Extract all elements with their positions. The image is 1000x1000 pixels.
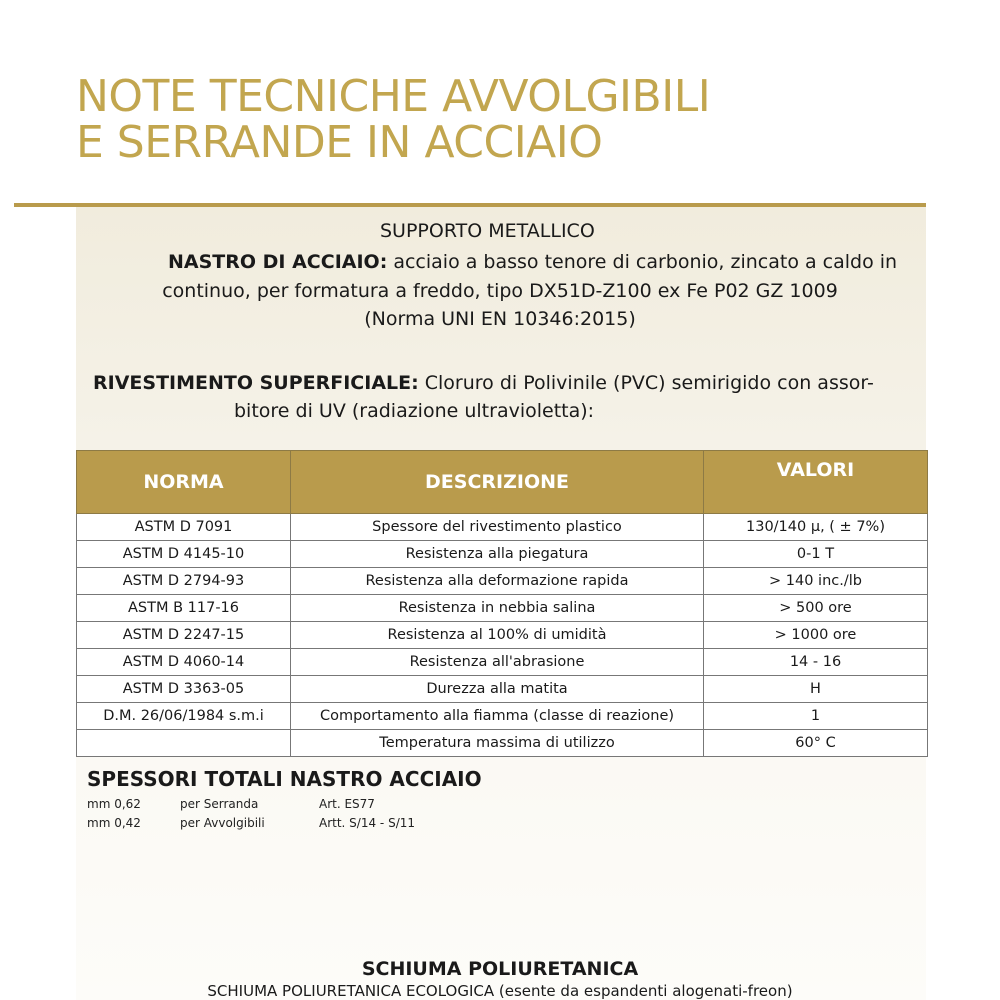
schiuma-heading: SCHIUMA POLIURETANICA (361, 958, 639, 980)
cell-descrizione: Temperatura massima di utilizzo (291, 730, 704, 757)
rivestimento-paragraph-line-1 (93, 372, 874, 394)
nastro-text-1: acciaio a basso tenore di carbonio, zincato a caldo in (387, 251, 898, 273)
cell-descrizione: Resistenza alla piegatura (291, 541, 704, 568)
nastro-paragraph-line-1 (168, 251, 897, 273)
table-row (77, 622, 928, 649)
cell-valori: > 500 ore (704, 595, 928, 622)
schiuma-subtitle: SCHIUMA POLIURETANICA ECOLOGICA (esente da espandenti alogenati-freon) (207, 982, 793, 1000)
table-row (77, 514, 928, 541)
cell-valori: > 140 inc./lb (704, 568, 928, 595)
cell-norma: ASTM D 2247-15 (77, 622, 291, 649)
spessori-heading: SPESSORI TOTALI NASTRO ACCIAIO (87, 767, 482, 791)
spessori-thickness: mm 0,42 (87, 816, 141, 830)
rivestimento-text-1: Cloruro di Polivinile (PVC) semirigido con assor- (418, 372, 874, 394)
nastro-norma: (Norma UNI EN 10346:2015) (364, 308, 636, 330)
table-row (77, 730, 928, 757)
table-row (77, 649, 928, 676)
specifications-table (76, 450, 928, 757)
cell-descrizione: Resistenza in nebbia salina (291, 595, 704, 622)
rivestimento-text-2: bitore di UV (radiazione ultravioletta): (234, 400, 595, 422)
rivestimento-label: RIVESTIMENTO SUPERFICIALE: (93, 372, 419, 394)
spessori-article: Art. ES77 (319, 797, 375, 811)
table-row (77, 703, 928, 730)
table-row (77, 676, 928, 703)
cell-descrizione: Resistenza al 100% di umidità (291, 622, 704, 649)
table-header-row (77, 451, 928, 514)
cell-valori: 1 (704, 703, 928, 730)
table-row (77, 568, 928, 595)
header-norma: NORMA (77, 451, 291, 514)
cell-descrizione: Comportamento alla fiamma (classe di reazione) (291, 703, 704, 730)
cell-descrizione: Resistenza alla deformazione rapida (291, 568, 704, 595)
cell-valori: > 1000 ore (704, 622, 928, 649)
cell-norma: ASTM D 7091 (77, 514, 291, 541)
spessori-usage: per Serranda (180, 797, 259, 811)
cell-valori: 130/140 µ, ( ± 7%) (704, 514, 928, 541)
cell-descrizione: Resistenza all'abrasione (291, 649, 704, 676)
cell-norma: ASTM D 2794-93 (77, 568, 291, 595)
cell-valori: H (704, 676, 928, 703)
table-row (77, 595, 928, 622)
table-row (77, 541, 928, 568)
title-line-2: E SERRANDE IN ACCIAIO (76, 117, 603, 168)
spessori-article: Artt. S/14 - S/11 (319, 816, 415, 830)
cell-norma: ASTM D 4060-14 (77, 649, 291, 676)
cell-descrizione: Spessore del rivestimento plastico (291, 514, 704, 541)
cell-norma: ASTM B 117-16 (77, 595, 291, 622)
cell-norma: ASTM D 3363-05 (77, 676, 291, 703)
spessori-thickness: mm 0,62 (87, 797, 141, 811)
supporto-heading: SUPPORTO METALLICO (380, 220, 595, 242)
page-title (76, 71, 711, 168)
header-descrizione: DESCRIZIONE (291, 451, 704, 514)
cell-valori: 60° C (704, 730, 928, 757)
cell-valori: 0-1 T (704, 541, 928, 568)
header-valori: VALORI (704, 451, 928, 514)
cell-valori: 14 - 16 (704, 649, 928, 676)
cell-norma: ASTM D 4145-10 (77, 541, 291, 568)
nastro-label: NASTRO DI ACCIAIO: (168, 251, 388, 273)
cell-norma (77, 730, 291, 757)
nastro-text-2: continuo, per formatura a freddo, tipo DX51D-Z100 ex Fe P02 GZ 1009 (162, 280, 838, 302)
cell-norma: D.M. 26/06/1984 s.m.i (77, 703, 291, 730)
cell-descrizione: Durezza alla matita (291, 676, 704, 703)
spessori-usage: per Avvolgibili (180, 816, 265, 830)
title-line-1: NOTE TECNICHE AVVOLGIBILI (76, 71, 711, 122)
